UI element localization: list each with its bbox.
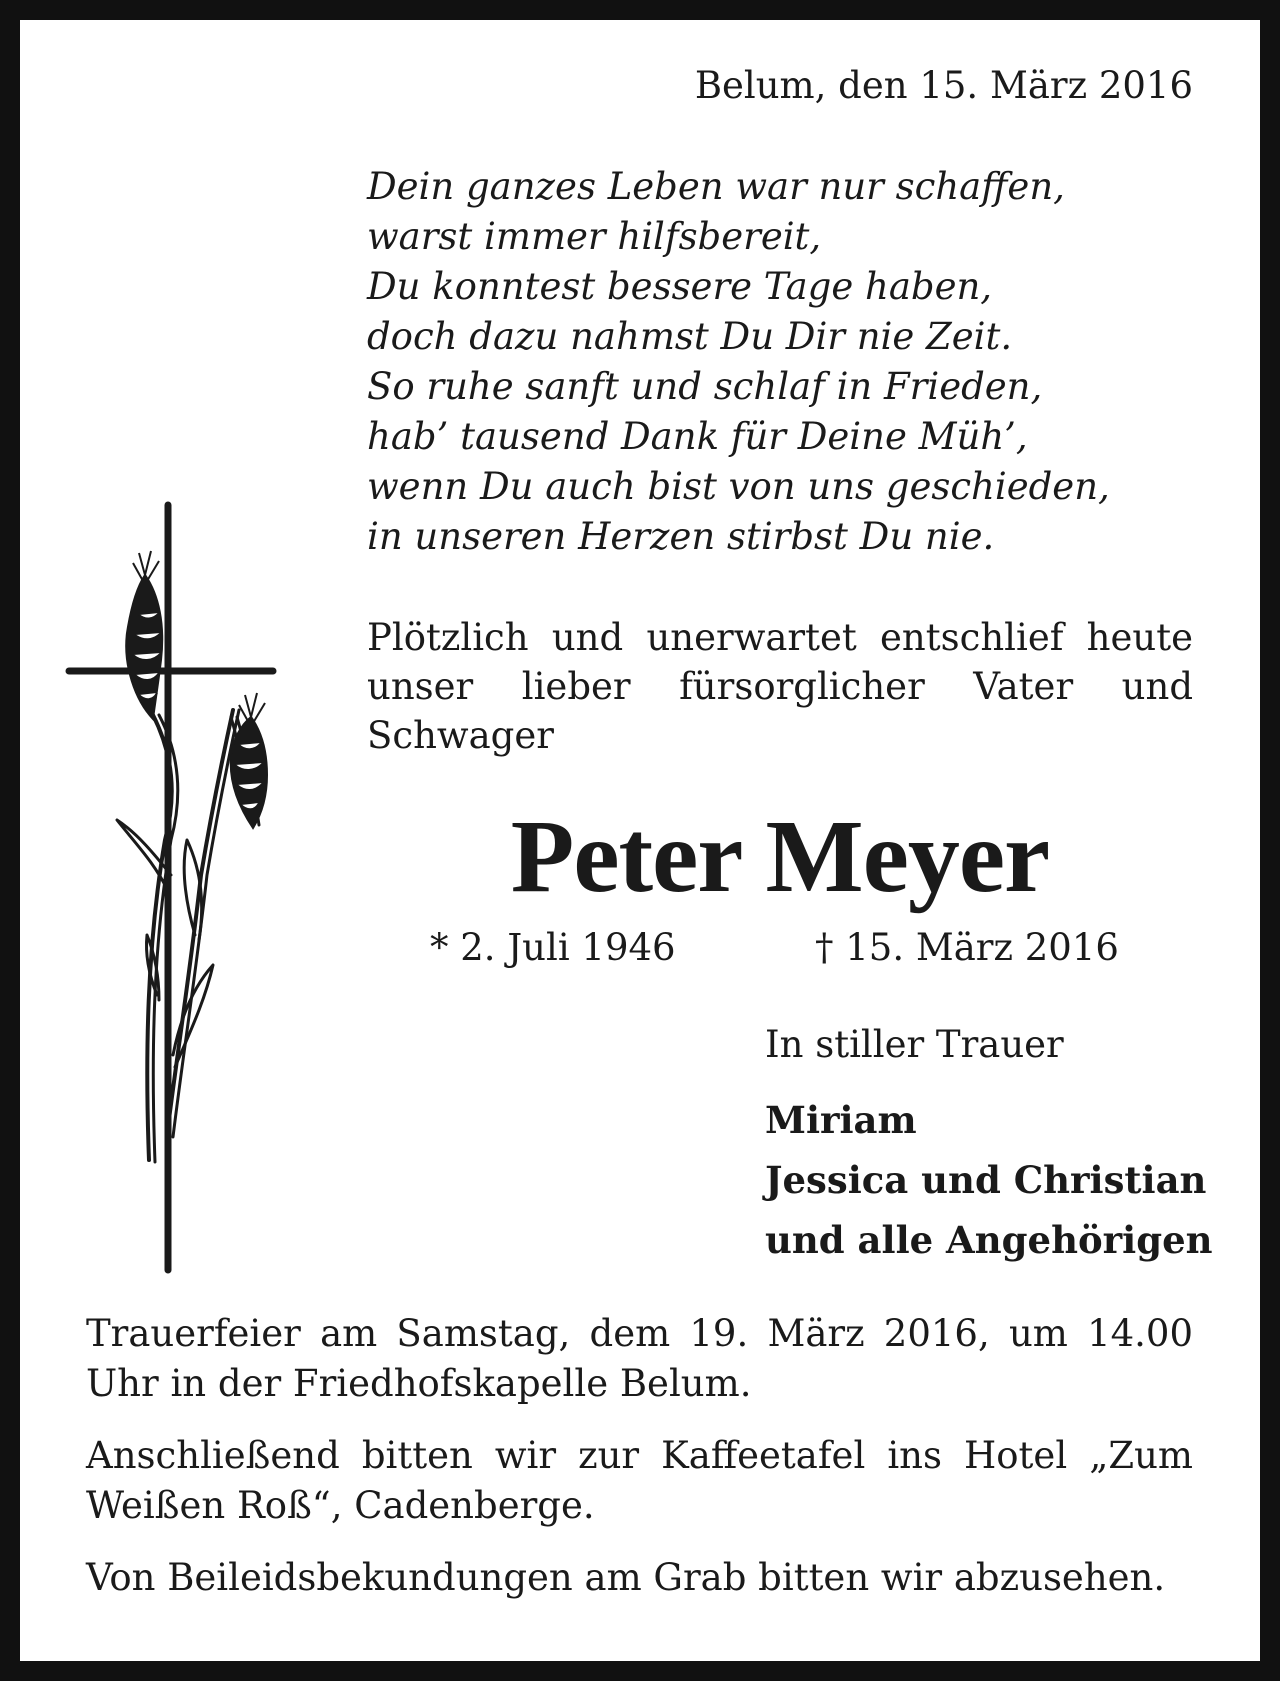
poem-line: wenn Du auch bist von uns geschieden,	[367, 465, 1110, 508]
cross-with-wheat-icon	[55, 495, 315, 1275]
mourners-list	[765, 1090, 1213, 1270]
service-details	[86, 1309, 1193, 1625]
poem	[367, 162, 1193, 562]
poem-line: Dein ganzes Leben war nur schaffen,	[367, 165, 1065, 208]
announcement-intro: Plötzlich und unerwartet entschlief heute unser lieber fürsorglicher Vater und Schwager	[367, 616, 1193, 757]
mourner-name: Jessica und Christian	[765, 1158, 1207, 1202]
place-date: Belum, den 15. März 2016	[694, 64, 1193, 107]
mourning-intro: In stiller Trauer	[765, 1023, 1064, 1066]
poem-line: warst immer hilfsbereit,	[367, 215, 822, 258]
birth-date: * 2. Juli 1946	[430, 926, 676, 969]
reception-info: Anschließend bitten wir zur Kaffeetafel ins Hotel „Zum Weißen Roß“, Cadenberge.	[86, 1434, 1193, 1527]
mourner-name: Miriam	[765, 1098, 917, 1142]
poem-line: So ruhe sanft und schlaf in Frieden,	[367, 365, 1043, 408]
death-date: † 15. März 2016	[815, 926, 1119, 969]
poem-line: in unseren Herzen stirbst Du nie.	[367, 515, 995, 558]
poem-line: Du konntest bessere Tage haben,	[367, 265, 993, 308]
mourner-name: und alle Angehörigen	[765, 1218, 1213, 1262]
condolence-note: Von Beileidsbekundungen am Grab bitten wir abzusehen.	[86, 1556, 1166, 1599]
ceremony-info: Trauerfeier am Samstag, dem 19. März 2016, um 14.00 Uhr in der Friedhofskapelle Belum.	[86, 1312, 1193, 1405]
poem-line: doch dazu nahmst Du Dir nie Zeit.	[367, 315, 1013, 358]
deceased-name: Peter Meyer	[510, 799, 1050, 914]
poem-line: hab’ tausend Dank für Deine Müh’,	[367, 415, 1028, 458]
